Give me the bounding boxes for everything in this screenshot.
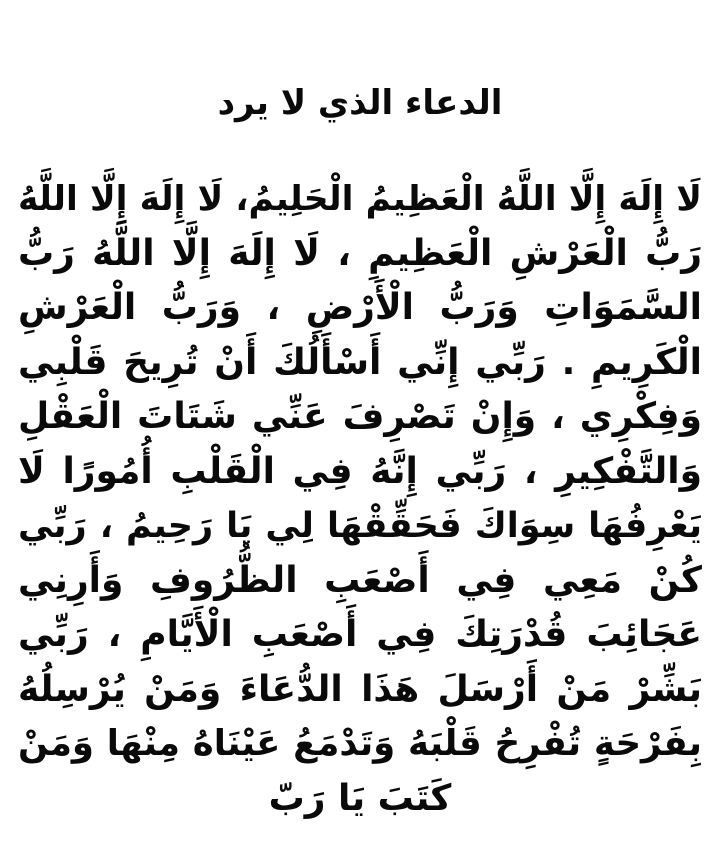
- prayer-line: بِفَرْحَةٍ تُفْرِحُ قَلْبَهُ وَتَدْمَعُ عَيْنَاهُ مِنْهَا وَمَنْ: [18, 723, 702, 764]
- prayer-line: وَفِكْرِي ، وَإِنْ تَصْرِفَ عَنِّي شَتَاتَ الْعَقْلِ: [18, 396, 702, 437]
- prayer-line: عَجَائِبَ قُدْرَتِكَ فِي أَصْعَبِ الْأَيَّامِ ، رَبِّي: [18, 614, 702, 655]
- page-title: الدعاء الذي لا يرد: [217, 83, 503, 123]
- prayer-line: وَالتَّفْكِيرِ ، رَبِّي إِنَّهُ فِي الْقَلْبِ أُمُورًا لَا: [18, 450, 702, 492]
- prayer-line: الْكَرِيمِ . رَبِّي إِنِّي أَسْأَلُكَ أَنْ تُرِيحَ قَلْبِي: [18, 341, 702, 383]
- prayer-line: رَبُّ الْعَرْشِ الْعَظِيمِ ، لَا إِلَهَ إِلَّا اللَّهُ رَبُّ: [18, 232, 702, 274]
- prayer-line: لَا إِلَهَ إِلَّا اللَّهُ الْعَظِيمُ الْحَلِيمُ، لَا إِلَهَ إِلَّا اللَّهُ: [18, 179, 702, 219]
- prayer-line: السَّمَوَاتِ وَرَبُّ الْأَرْضِ ، وَرَبُّ الْعَرْشِ: [18, 287, 702, 328]
- prayer-line: يَعْرِفُهَا سِوَاكَ فَحَقِّقْهَا لِي يَا رَحِيمُ ، رَبِّي: [18, 506, 702, 546]
- prayer-line: كَتَبَ يَا رَبّ: [268, 777, 452, 819]
- prayer-line: بَشِّرْ مَنْ أَرْسَلَ هَذَا الدُّعَاءَ وَمَنْ يُرْسِلُهُ: [18, 668, 702, 710]
- prayer-text: [18, 172, 702, 826]
- prayer-line: كُنْ مَعِي فِي أَصْعَبِ الظُّرُوفِ وَأَرِنِي: [18, 559, 702, 601]
